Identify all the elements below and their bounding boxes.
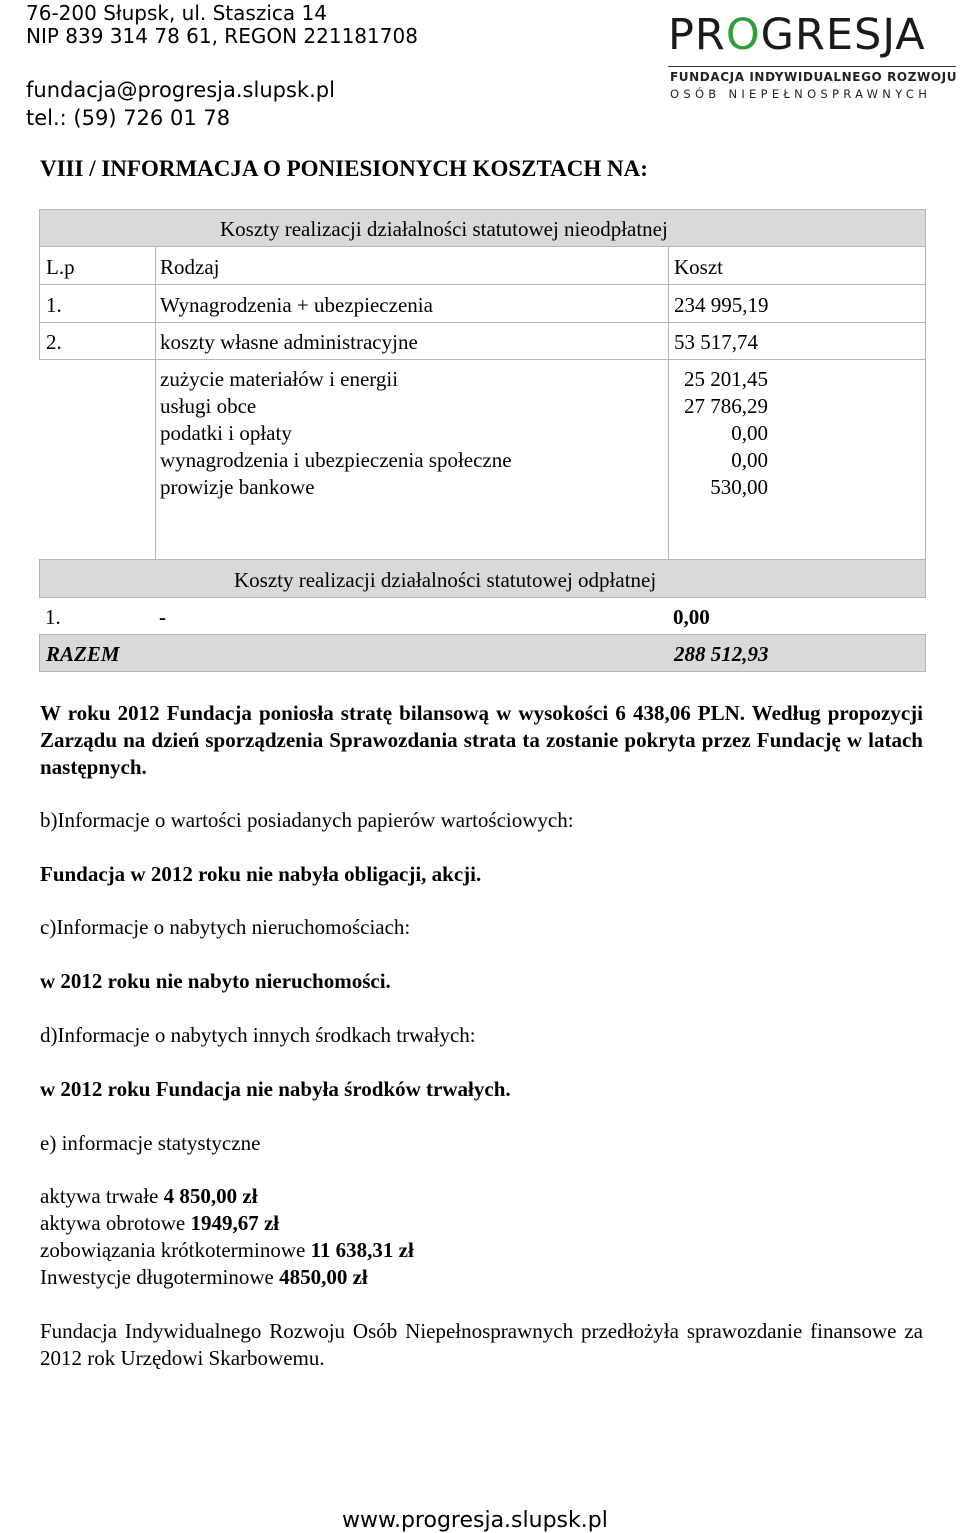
header-contact-top — [26, 2, 418, 48]
email-link[interactable]: fundacja@progresja.slupsk.pl — [26, 78, 335, 102]
section-title: VIII / INFORMACJA O PONIESIONYCH KOSZTACH NA: — [40, 156, 648, 181]
table-row — [39, 284, 156, 323]
subitem-value: 25 201,45 — [684, 367, 768, 391]
paid-type: - — [159, 605, 166, 629]
paid-cost: 0,00 — [673, 605, 710, 629]
unpaid-title: Koszty realizacji działalności statutowej nieodpłatnej — [220, 217, 668, 241]
subitem-label: usługi obce — [160, 394, 257, 418]
header-cost-cell — [668, 246, 926, 285]
subitem-value: 27 786,29 — [684, 394, 768, 418]
loss-paragraph: W roku 2012 Fundacja poniosła stratę bilansową w wysokości 6 438,06 PLN. Według propozycji Zarządu na dzień sporządzenia Sprawozdania strata ta zostanie pokryta przez Fundację w latach następnych. — [40, 701, 923, 779]
subitem-value: 530,00 — [710, 475, 768, 499]
section-b-heading: b)Informacje o wartości posiadanych papierów wartościowych: — [40, 808, 574, 832]
header-lp: L.p — [46, 255, 75, 279]
header-contact-bottom — [26, 76, 335, 132]
section-d-answer: w 2012 roku Fundacja nie nabyła środków trwałych. — [40, 1077, 511, 1101]
subitems-empty-cell — [39, 359, 156, 559]
paid-title: Koszty realizacji działalności statutowej odpłatnej — [234, 568, 657, 592]
table-row — [155, 322, 669, 360]
logo-subtitle-2: OSÓB NIEPEŁNOSPRAWNYCH — [670, 87, 932, 101]
table-row — [155, 284, 669, 323]
header-type: Rodzaj — [160, 255, 220, 279]
statistics-list — [40, 1183, 923, 1291]
section-c-heading: c)Informacje o nabytych nieruchomościach: — [40, 915, 411, 939]
row-cost: 53 517,74 — [674, 330, 758, 354]
subitem-label: podatki i opłaty — [160, 421, 292, 445]
address: 76-200 Słupsk, ul. Staszica 14 — [26, 1, 327, 25]
row-cost: 234 995,19 — [674, 293, 769, 317]
subitem-value: 0,00 — [731, 421, 768, 445]
tax-ids: NIP 839 314 78 61, REGON 221181708 — [26, 24, 418, 48]
logo-subtitle-1: FUNDACJA INDYWIDUALNEGO ROZWOJU — [670, 70, 958, 84]
statistic-item: Inwestycje długoterminowe 4850,00 zł — [40, 1265, 368, 1289]
subitem-label: prowizje bankowe — [160, 475, 315, 499]
row-type: koszty własne administracyjne — [160, 330, 418, 354]
paid-title-row — [39, 559, 926, 598]
header-type-cell — [155, 246, 669, 285]
row-lp: 2. — [46, 330, 62, 354]
subitems-values — [684, 366, 768, 501]
section-b-answer: Fundacja w 2012 roku nie nabyła obligacji, akcji. — [40, 862, 482, 886]
header-cost: Koszt — [674, 255, 723, 279]
subitems-labels — [160, 366, 512, 501]
section-c-answer: w 2012 roku nie nabyto nieruchomości. — [40, 969, 391, 993]
table-row — [668, 322, 926, 360]
subitems-labels-cell — [155, 359, 669, 559]
paid-lp: 1. — [45, 605, 61, 629]
progresja-logo — [668, 4, 956, 102]
row-lp: 1. — [46, 293, 62, 317]
total-value: 288 512,93 — [674, 642, 769, 666]
unpaid-title-row — [39, 209, 926, 247]
statistic-item: zobowiązania krótkoterminowe 11 638,31 zł — [40, 1238, 414, 1262]
row-type: Wynagrodzenia + ubezpieczenia — [160, 293, 433, 317]
table-row — [39, 597, 926, 635]
closing-paragraph: Fundacja Indywidualnego Rozwoju Osób Niepełnosprawnych przedłożyła sprawozdanie finansowe za 2012 rok Urzędowi Skarbowemu. — [40, 1319, 923, 1370]
phone: tel.: (59) 726 01 78 — [26, 106, 231, 130]
statistic-item: aktywa obrotowe 1949,67 zł — [40, 1211, 280, 1235]
subitem-label: zużycie materiałów i energii — [160, 367, 399, 391]
subitem-label: wynagrodzenia i ubezpieczenia społeczne — [160, 448, 512, 472]
header-lp-cell — [39, 246, 156, 285]
logo-divider — [668, 66, 956, 67]
total-label: RAZEM — [46, 642, 120, 666]
footer-url[interactable]: www.progresja.slupsk.pl — [342, 1508, 608, 1533]
cost-table — [39, 209, 926, 672]
total-row — [39, 634, 926, 672]
subitems-values-cell — [668, 359, 926, 559]
statistic-item: aktywa trwałe 4 850,00 zł — [40, 1184, 258, 1208]
section-e-heading: e) informacje statystyczne — [40, 1131, 261, 1155]
table-row — [39, 322, 156, 360]
logo-wordmark: PROGRESJA — [668, 10, 926, 60]
table-row — [668, 284, 926, 323]
subitem-value: 0,00 — [731, 448, 768, 472]
section-d-heading: d)Informacje o nabytych innych środkach trwałych: — [40, 1023, 476, 1047]
